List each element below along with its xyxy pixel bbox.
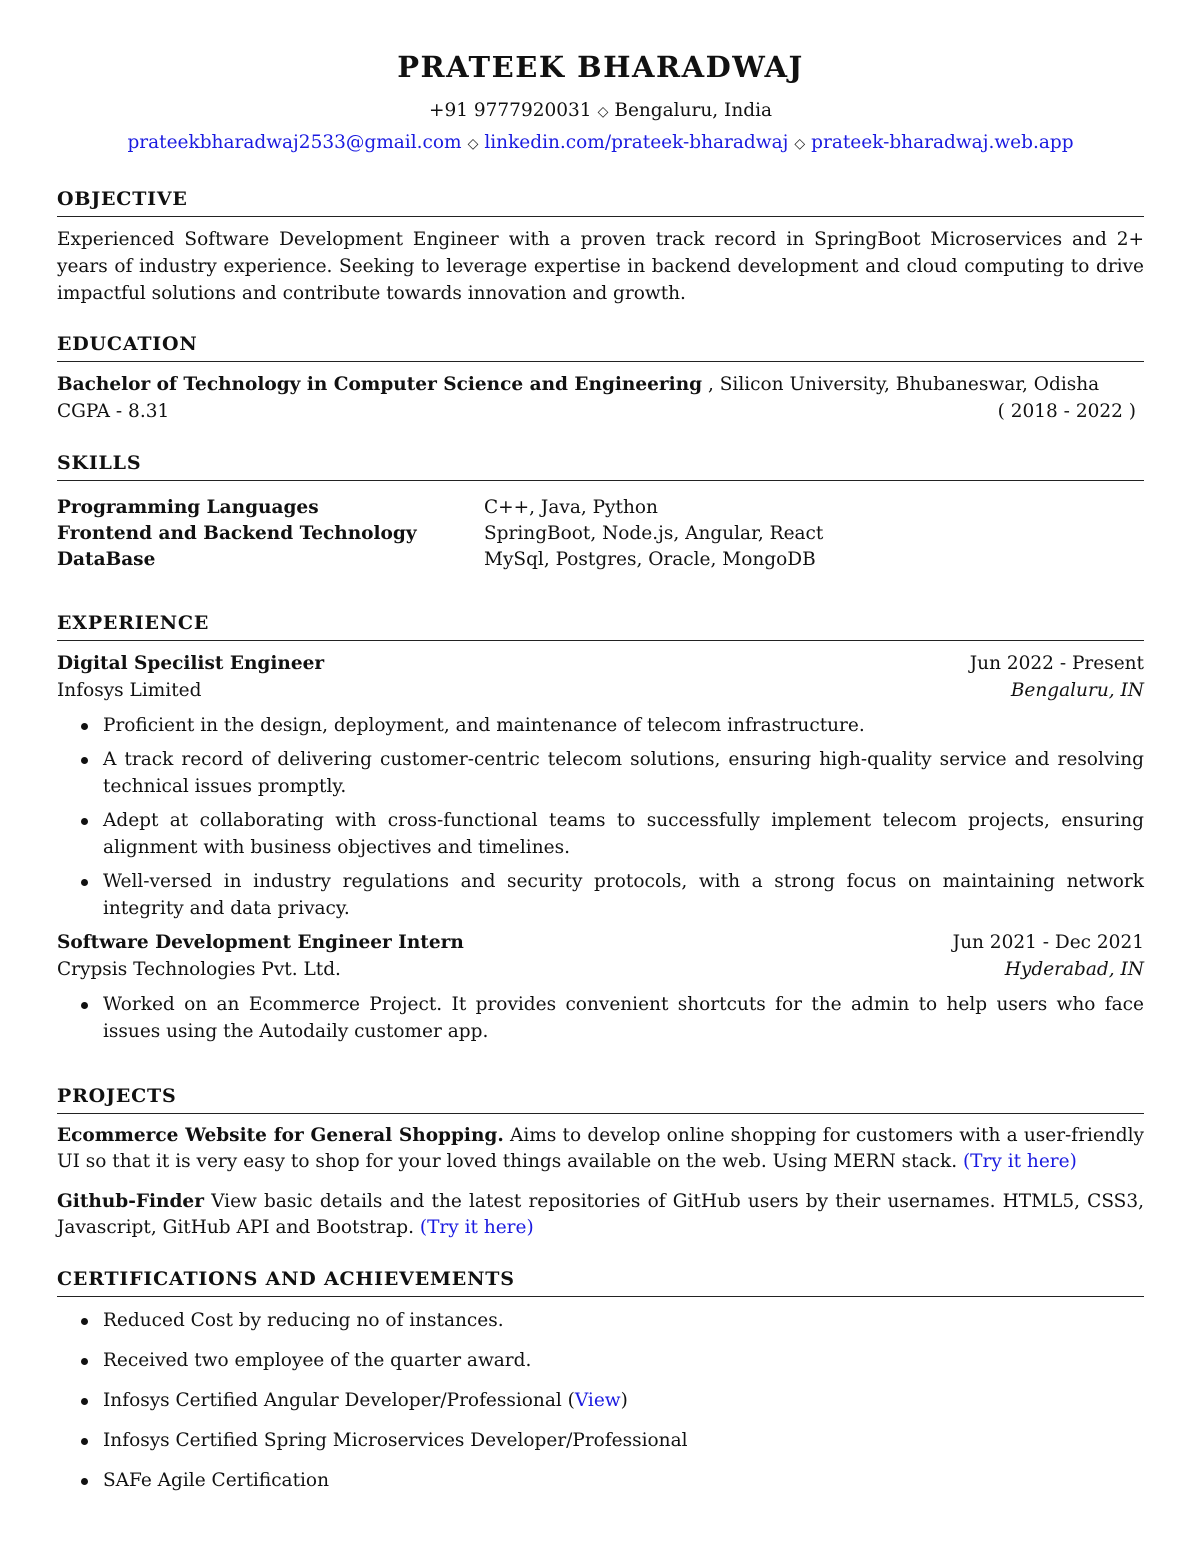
education-years: ( 2018 - 2022 ) [997,401,1136,422]
certifications-list [57,1307,1144,1494]
list-item [103,1387,1144,1414]
section-title: EXPERIENCE [57,612,1144,641]
phone-number: +91 9777920031 [428,100,592,121]
education-degree-row [57,371,1144,398]
objective-section [57,188,1144,307]
job-role: Digital Specilist Engineer [57,653,325,674]
cgpa: CGPA - 8.31 [57,401,170,422]
paren-close: ) [620,1390,628,1411]
list-item: Reduced Cost by reducing no of instances. [103,1307,1144,1334]
project-name: Github-Finder [57,1191,204,1212]
job-bullets [57,991,1144,1045]
job-header-row [57,650,1144,677]
diamond-separator-icon: ◇ [794,136,806,152]
list-item: A track record of delivering customer-centric telecom solutions, ensuring high-quality service and resolving technical issues promptly. [103,746,1144,800]
education-section [57,333,1144,425]
job-bullets [57,712,1144,922]
education-cgpa-row [57,398,1144,425]
job-location: Bengaluru, IN [1010,680,1144,701]
diamond-separator-icon: ◇ [467,136,479,152]
project-item [57,1123,1144,1175]
job-role: Software Development Engineer Intern [57,932,464,953]
project-try-link[interactable]: (Try it here) [962,1151,1077,1172]
skill-category: Frontend and Backend Technology [57,523,417,544]
skill-row [57,495,1144,521]
project-name: Ecommerce Website for General Shopping. [57,1125,504,1146]
job-location: Hyderabad, IN [1004,959,1144,980]
list-item: Infosys Certified Spring Microservices Developer/Professional [103,1427,1144,1454]
list-item: Received two employee of the quarter award. [103,1347,1144,1374]
skill-row [57,547,1144,573]
list-item: Well-versed in industry regulations and security protocols, with a strong focus on maintaining network integrity and data privacy. [103,868,1144,922]
objective-text: Experienced Software Development Engineer with a proven track record in SpringBoot Microservices and 2+ years of industry experience. Seeking to leverage expertise in backend development and cloud computing to drive impactful solutions and contribute towards innovation and growth. [57,229,1144,304]
linkedin-link[interactable]: linkedin.com/prateek-bharadwaj [484,132,789,153]
diamond-separator-icon: ◇ [597,104,609,120]
candidate-name: PRATEEK BHARADWAJ [397,50,804,84]
cert-text: Infosys Certified Angular Developer/Professional [103,1390,562,1411]
skill-values: MySql, Postgres, Oracle, MongoDB [484,549,816,570]
list-item: Proficient in the design, deployment, and maintenance of telecom infrastructure. [103,712,1144,739]
project-description: Aims to develop online shopping for customers with a user-friendly UI so that it is very easy to shop for your loved things available on the web. Using MERN stack. [57,1125,1144,1172]
job-company-row [57,956,1144,983]
contact-line-2 [57,132,1144,153]
skills-table [57,495,1144,573]
section-title: OBJECTIVE [57,188,1144,217]
view-certificate-link[interactable]: View [574,1390,621,1411]
paren-open: ( [561,1390,575,1411]
job-entry [57,650,1144,922]
job-dates: Jun 2022 - Present [969,653,1144,674]
project-item [57,1189,1144,1241]
section-title: CERTIFICATIONS AND ACHIEVEMENTS [57,1268,1144,1297]
job-company: Infosys Limited [57,680,202,701]
skill-row [57,521,1144,547]
skill-category: DataBase [57,549,156,570]
section-title: EDUCATION [57,333,1144,362]
project-try-link[interactable]: (Try it here) [419,1217,534,1238]
website-link[interactable]: prateek-bharadwaj.web.app [811,132,1074,153]
list-item: Adept at collaborating with cross-functional teams to successfully implement telecom projects, ensuring alignment with business objectives and timelines. [103,807,1144,861]
project-description: View basic details and the latest repositories of GitHub users by their usernames. HTML5, CSS3, Javascript, GitHub API and Bootstrap. [57,1191,1144,1238]
skill-values: C++, Java, Python [484,497,658,518]
degree: Bachelor of Technology in Computer Science and Engineering [57,374,703,395]
job-dates: Jun 2021 - Dec 2021 [952,932,1144,953]
section-title: PROJECTS [57,1085,1144,1114]
experience-section [57,612,1144,1052]
job-company: Crypsis Technologies Pvt. Ltd. [57,959,341,980]
email-link[interactable]: prateekbharadwaj2533@gmail.com [127,132,462,153]
certifications-section [57,1268,1144,1507]
job-entry [57,929,1144,1045]
job-company-row [57,677,1144,704]
section-title: SKILLS [57,452,1144,481]
skill-values: SpringBoot, Node.js, Angular, React [484,523,824,544]
skill-category: Programming Languages [57,497,319,518]
location: Bengaluru, India [614,100,773,121]
job-header-row [57,929,1144,956]
institution: , Silicon University, Bhubaneswar, Odisha [702,374,1100,395]
list-item: SAFe Agile Certification [103,1467,1144,1494]
contact-line-1 [57,100,1144,121]
skills-section [57,452,1144,573]
projects-section [57,1085,1144,1241]
list-item: Worked on an Ecommerce Project. It provides convenient shortcuts for the admin to help users who face issues using the Autodaily customer app. [103,991,1144,1045]
